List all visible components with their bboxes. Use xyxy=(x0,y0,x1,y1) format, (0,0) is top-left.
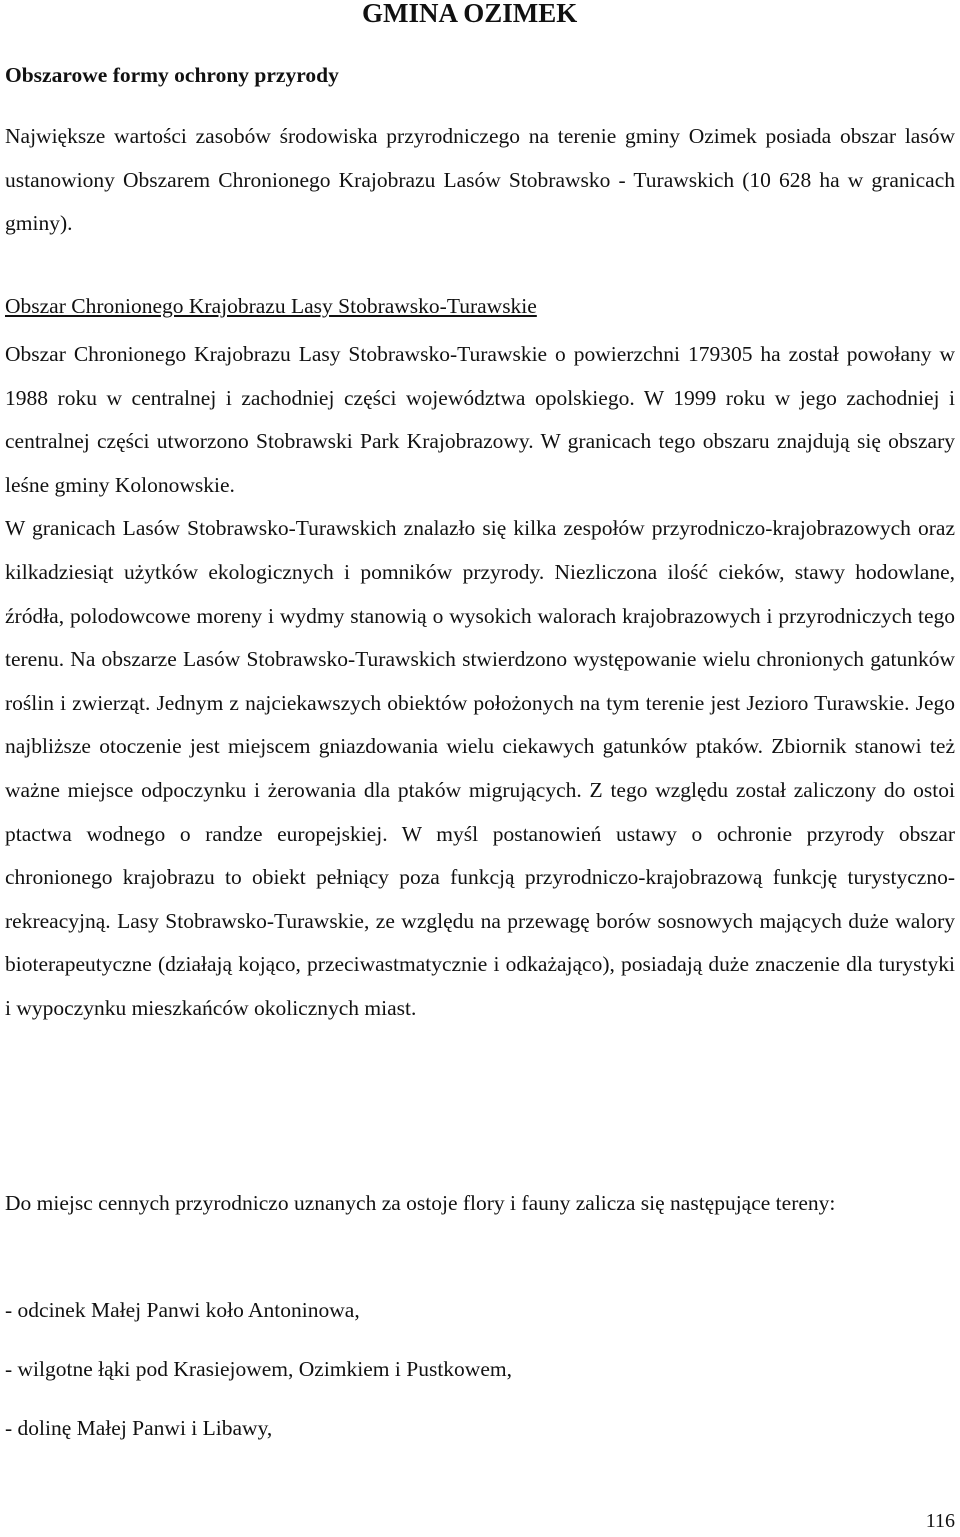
intro-paragraph: Największe wartości zasobów środowiska przyrodniczego na terenie gminy Ozimek posiada obszar lasów ustanowiony Obszarem Chronionego Krajobrazu Lasów Stobrawsko - Turawskich (10 628 ha w granicach gminy). xyxy=(5,124,955,235)
page-title: GMINA OZIMEK xyxy=(362,0,578,28)
list-item: - odcinek Małej Panwi koło Antoninowa, xyxy=(5,1298,360,1322)
list-item: - dolinę Małej Panwi i Libawy, xyxy=(5,1416,273,1440)
protected-area-title: Obszar Chronionego Krajobrazu Lasy Stobrawsko-Turawskie xyxy=(5,294,537,318)
protected-area-body xyxy=(5,333,955,1031)
page-number: 116 xyxy=(925,1510,955,1532)
valuable-sites-intro: Do miejsc cennych przyrodniczo uznanych za ostoje flory i fauny zalicza się następujące tereny: xyxy=(5,1191,836,1215)
list-item: - wilgotne łąki pod Krasiejowem, Ozimkiem i Pustkowem, xyxy=(5,1357,512,1381)
protected-area-paragraph-1: Obszar Chronionego Krajobrazu Lasy Stobrawsko-Turawskie o powierzchni 179305 ha został powołany w 1988 roku w centralnej i zachodniej części województwa opolskiego. W 1999 roku w jego zachodniej i centralnej części utworzono Stobrawski Park Krajobrazowy. W granicach tego obszaru znajdują się obszary leśne gminy Kolonowskie. xyxy=(5,342,955,497)
section-heading: Obszarowe formy ochrony przyrody xyxy=(5,63,339,87)
protected-area-paragraph-2: W granicach Lasów Stobrawsko-Turawskich znalazło się kilka zespołów przyrodniczo-krajobrazowych oraz kilkadziesiąt użytków ekologicznych i pomników przyrody. Niezliczona ilość cieków, stawy hodowlane, źródła, polodowcowe moreny i wydmy stanowią o wysokich walorach krajobrazowych i przyrodniczych tego terenu. Na obszarze Lasów Stobrawsko-Turawskich stwierdzono występowanie wielu chronionych gatunków roślin i zwierząt. Jednym z najciekawszych obiektów położonych na tym terenie jest Jezioro Turawskie. Jego najbliższe otoczenie jest miejscem gniazdowania wielu ciekawych gatunków ptaków. Zbiornik stanowi też ważne miejsce odpoczynku i żerowania dla ptaków migrujących. Z tego względu został zaliczony do ostoi ptactwa wodnego o randze europejskiej. W myśl postanowień ustawy o ochronie przyrody obszar chronionego krajobrazu to obiekt pełniący poza funkcją przyrodniczo-krajobrazową funkcję turystyczno-rekreacyjną. Lasy Stobrawsko-Turawskie, ze względu na przewagę borów sosnowych mających duże walory bioterapeutyczne (działają kojąco, przeciwastmatycznie i odkażająco), posiadają duże znaczenie dla turystyki i wypoczynku mieszkańców okolicznych miast. xyxy=(5,516,955,1020)
valuable-sites-list xyxy=(5,1290,512,1467)
